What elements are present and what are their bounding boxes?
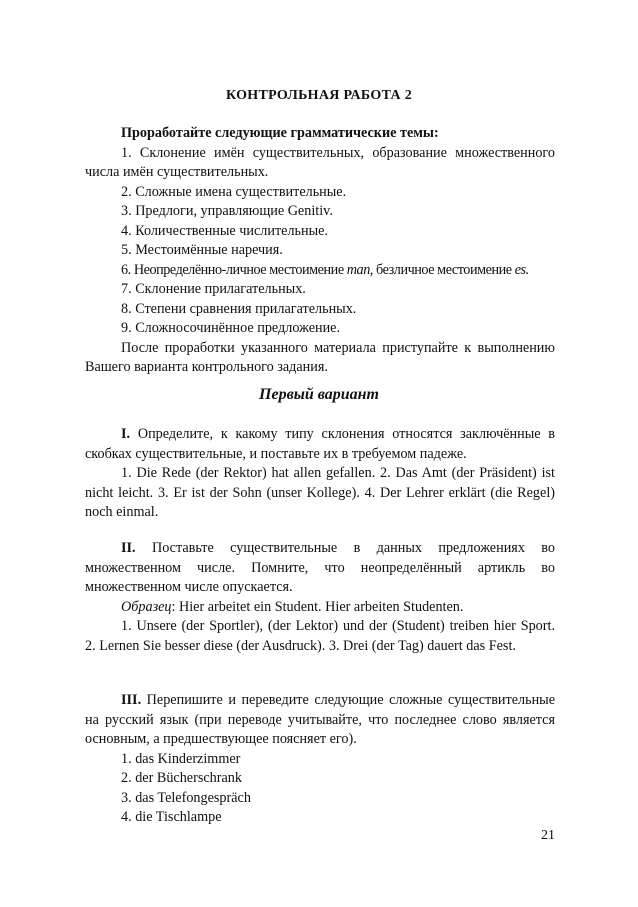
task-2-example-text: : Hier arbeitet ein Student. Hier arbeiten Studenten. [171,598,464,615]
task-2 [85,539,555,656]
task-3-item: 2. der Bücherschrank [121,770,242,786]
topic-6-es: es. [514,261,529,278]
task-3-item: 3. das Telefongespräch [121,789,251,806]
task-3-instruction [85,691,555,750]
topic-4: 4. Количественные числительные. [121,222,328,239]
topic-6-text-b: , безличное местоимение [369,261,515,278]
topic-1: 1. Склонение имён существительных, образование множественного числа имён существительных. [85,144,555,180]
topic-6 [85,261,555,281]
task-1-text: Определите, к какому типу склонения относятся заключённые в скобках существительные, и поставьте их в требуемом падеже. [85,426,555,462]
task-2-text: Поставьте существительные в данных предложениях во множественном числе. Помните, что неопределённый артикль во множественном числе опускается. [85,540,555,595]
topic-6-man: man [346,261,370,278]
page-title: КОНТРОЛЬНАЯ РАБОТА 2 [225,88,413,103]
task-1 [85,425,555,523]
task-2-example [85,598,555,618]
topics-outro: После проработки указанного материала приступайте к выполнению Вашего варианта контрольного задания. [85,339,555,375]
topic-5: 5. Местоимённые наречия. [121,242,283,258]
task-2-number: II. [121,540,136,556]
topics-intro: Проработайте следующие грамматические темы: [121,125,439,141]
task-2-example-label: Образец [121,598,172,615]
topic-6-text-a: 6. Неопределённо-личное местоимение [121,261,347,278]
topic-8: 8. Степени сравнения прилагательных. [121,300,357,317]
task-1-number: I. [121,426,131,442]
task-2-instruction [85,539,555,598]
topic-7: 7. Склонение прилагательных. [121,281,306,297]
topic-9: 9. Сложносочинённое предложение. [121,320,341,336]
page-number: 21 [541,828,555,843]
task-1-instruction [85,425,555,464]
task-3-text: Перепишите и переведите следующие сложные существительные на русский язык (при переводе учитывайте, что последнее слово является основным, а предшествующее поясняет его). [85,692,555,747]
task-3-item: 4. die Tischlampe [121,809,222,825]
variant-title: Первый вариант [259,386,379,403]
task-3-number: III. [121,692,142,708]
topic-3: 3. Предлоги, управляющие Genitiv. [121,203,333,219]
topics-section [85,124,555,378]
task-3 [85,691,555,828]
task-1-sentences: 1. Die Rede (der Rektor) hat allen gefallen. 2. Das Amt (der Präsident) ist nicht leicht. 3. Er ist der Sohn (unser Kollege). 4. Der Lehrer erklärt (die Regel) noch einmal. [85,465,555,520]
task-3-item: 1. das Kinderzimmer [121,750,241,767]
task-2-sentences: 1. Unsere (der Sportler), (der Lektor) und der (Student) treiben hier Sport. 2. Lernen Sie besser diese (der Ausdruck). 3. Drei (der Tag) dauert das Fest. [85,618,555,654]
topic-2: 2. Сложные имена существительные. [121,183,347,200]
